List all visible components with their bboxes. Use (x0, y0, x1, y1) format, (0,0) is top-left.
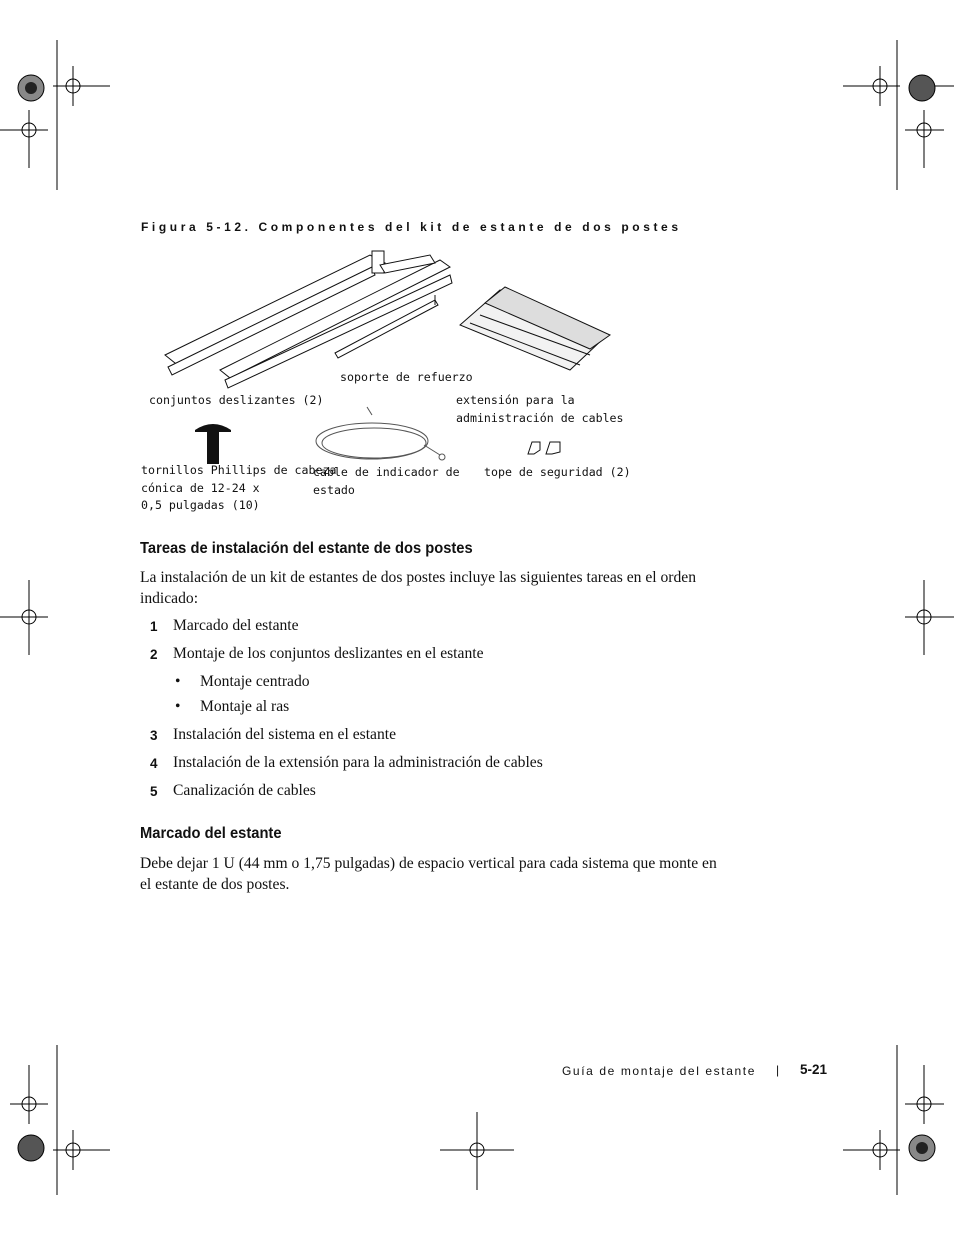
step-text: Montaje de los conjuntos deslizantes en el estante (173, 645, 484, 662)
status-cable-illustration (312, 405, 452, 465)
label-slide-assemblies: conjuntos deslizantes (2) (149, 393, 324, 407)
bullet-text: Montaje centrado (200, 673, 310, 690)
screw-icon (193, 420, 233, 466)
label-support-bracket: soporte de refuerzo (340, 370, 473, 384)
bullet-dot: • (175, 673, 181, 690)
step-number: 5 (150, 784, 158, 799)
section-heading: Marcado del estante (140, 825, 282, 842)
label-screws-line1: tornillos Phillips de cabeza (141, 463, 337, 477)
label-screws-line2: cónica de 12-24 x (141, 481, 260, 495)
label-cable-line1: cable de indicador de (313, 465, 460, 479)
step-number: 3 (150, 728, 158, 743)
footer-separator: | (776, 1063, 781, 1077)
label-cable-line2: estado (313, 483, 355, 497)
intro-paragraph: La instalación de un kit de estantes de dos postes incluye las siguientes tareas en el orden indicado: (140, 569, 697, 607)
step-number: 4 (150, 756, 158, 771)
step-text: Instalación del sistema en el estante (173, 726, 396, 743)
label-cma-line2: administración de cables (456, 411, 624, 425)
label-cma-line1: extensión para la (456, 393, 575, 407)
footer-title: Guía de montaje del estante (562, 1064, 756, 1078)
step-text: Marcado del estante (173, 617, 299, 634)
section-heading: Tareas de instalación del estante de dos postes (140, 540, 473, 557)
step-text: Canalización de cables (173, 782, 316, 799)
step-number: 1 (150, 619, 158, 634)
step-text: Instalación de la extensión para la administración de cables (173, 754, 543, 771)
step-number: 2 (150, 647, 158, 662)
bullet-dot: • (175, 698, 181, 715)
safety-stop-illustration (526, 438, 566, 460)
bullet-text: Montaje al ras (200, 698, 290, 715)
figure-caption: Figura 5-12. Componentes del kit de estante de dos postes (141, 220, 682, 234)
label-safety-stop: tope de seguridad (2) (484, 465, 631, 479)
page-number: 5-21 (800, 1062, 828, 1077)
label-screws-line3: 0,5 pulgadas (10) (141, 498, 260, 512)
body-paragraph: Debe dejar 1 U (44 mm o 1,75 pulgadas) de espacio vertical para cada sistema que monte en el estante de dos postes. (140, 855, 717, 893)
